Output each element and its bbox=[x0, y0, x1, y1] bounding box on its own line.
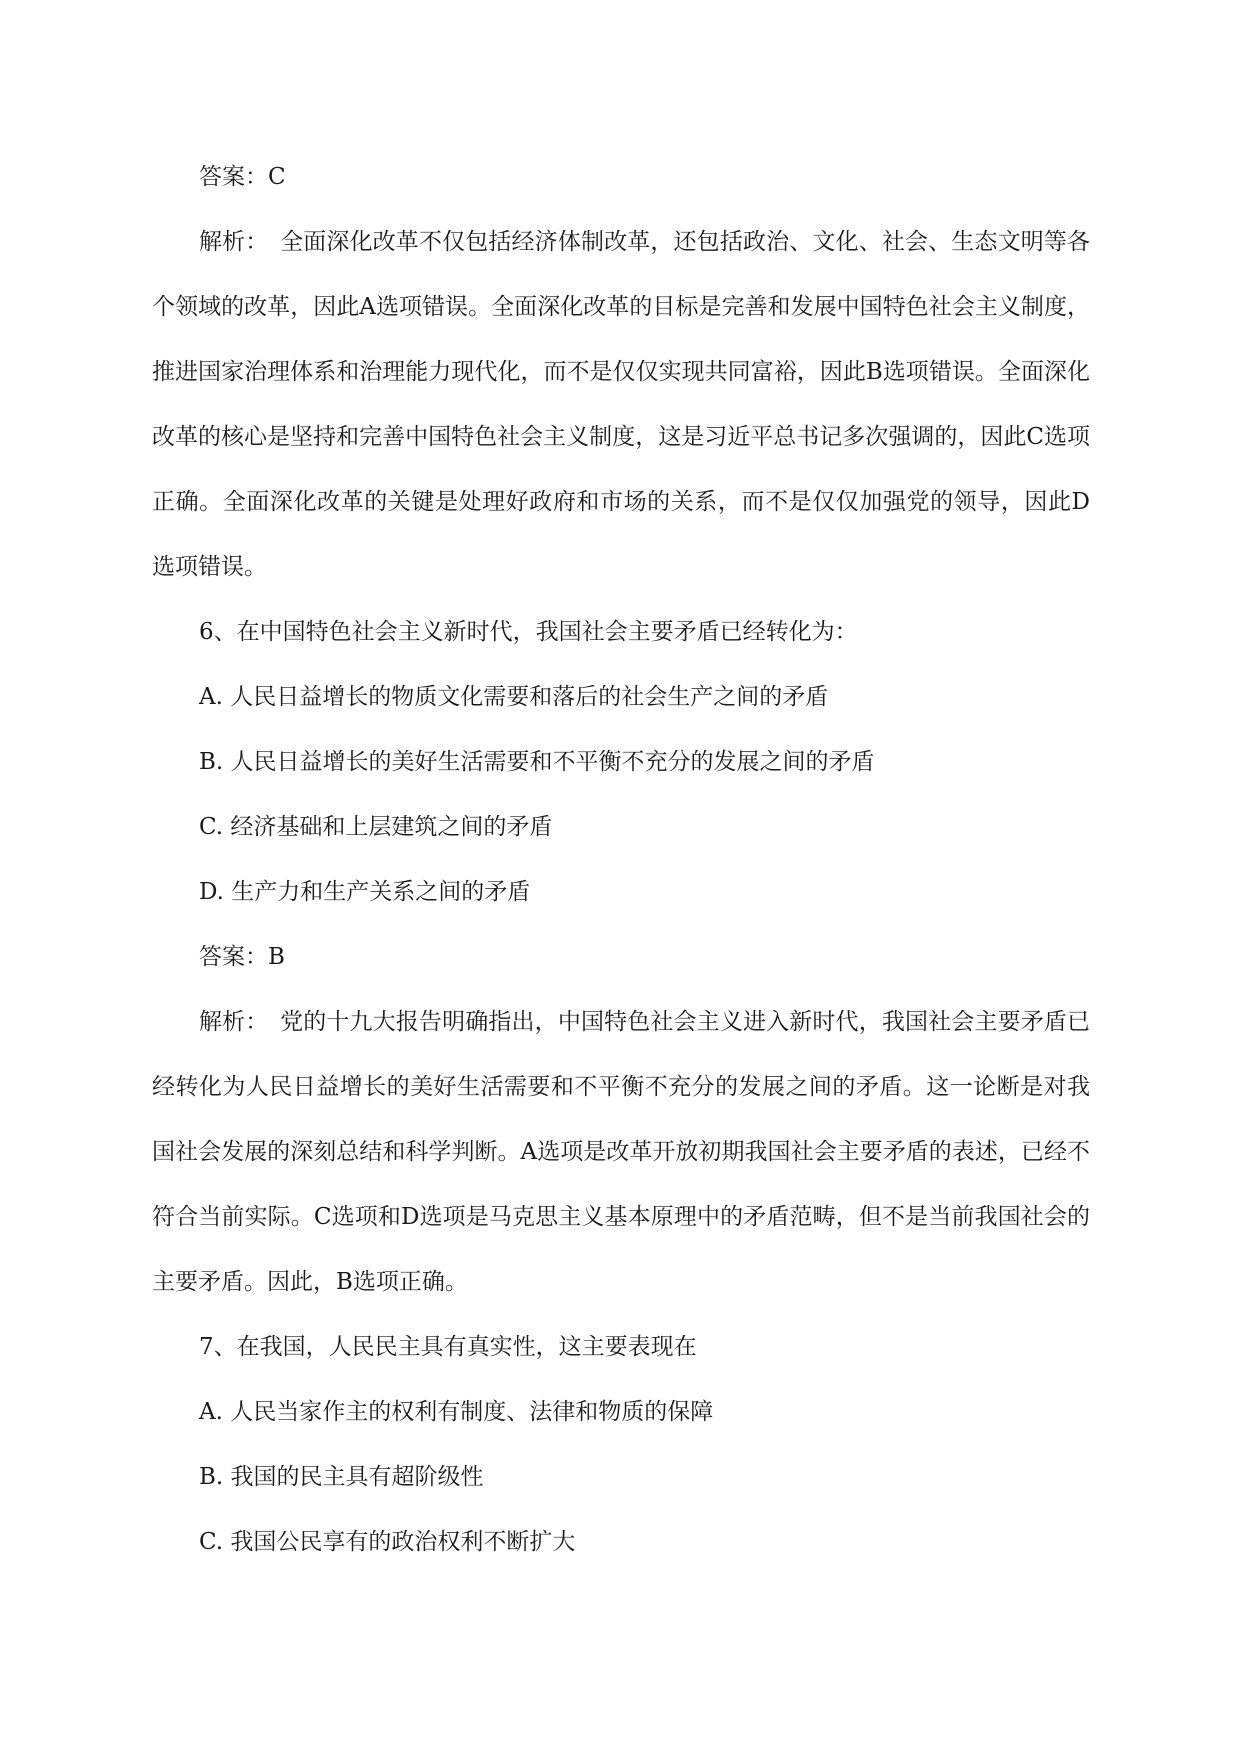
question-7: 7、在我国，人民民主具有真实性，这主要表现在 bbox=[199, 1334, 697, 1360]
answer-5: 答案：C bbox=[199, 164, 286, 190]
analysis-6: 解析： 党的十九大报告明确指出，中国特色社会主义进入新时代，我国社会主要矛盾已经转化为人民日益增长的美好生活需要和不平衡不充分的发展之间的矛盾。这一论断是对我国社会发展的深刻总结和科学判断。A选项是改革开放初期我国社会主要矛盾的表述，已经不符合当前实际。C选项和D选项是马克思主义基本原理中的矛盾范畴，但不是当前我国社会的主要矛盾。因此，B选项正确。 bbox=[152, 1009, 1090, 1295]
q7-option-b: B. 我国的民主具有超阶级性 bbox=[199, 1464, 484, 1490]
q6-option-d: D. 生产力和生产关系之间的矛盾 bbox=[199, 879, 531, 905]
q6-option-b: B. 人民日益增长的美好生活需要和不平衡不充分的发展之间的矛盾 bbox=[199, 749, 875, 775]
analysis-5: 解析： 全面深化改革不仅包括经济体制改革，还包括政治、文化、社会、生态文明等各个领域的改革，因此A选项错误。全面深化改革的目标是完善和发展中国特色社会主义制度，推进国家治理体系和治理能力现代化，而不是仅仅实现共同富裕，因此B选项错误。全面深化改革的核心是坚持和完善中国特色社会主义制度，这是习近平总书记多次强调的，因此C选项正确。全面深化改革的关键是处理好政府和市场的关系，而不是仅仅加强党的领导，因此D选项错误。 bbox=[152, 229, 1090, 580]
document-body bbox=[152, 145, 1090, 1575]
q6-option-c: C. 经济基础和上层建筑之间的矛盾 bbox=[199, 814, 553, 840]
q7-option-c: C. 我国公民享有的政治权利不断扩大 bbox=[199, 1529, 576, 1555]
q7-option-a: A. 人民当家作主的权利有制度、法律和物质的保障 bbox=[199, 1399, 714, 1425]
q6-option-a: A. 人民日益增长的物质文化需要和落后的社会生产之间的矛盾 bbox=[199, 684, 829, 710]
question-6: 6、在中国特色社会主义新时代，我国社会主要矛盾已经转化为： bbox=[199, 619, 858, 645]
answer-6: 答案：B bbox=[199, 944, 285, 970]
